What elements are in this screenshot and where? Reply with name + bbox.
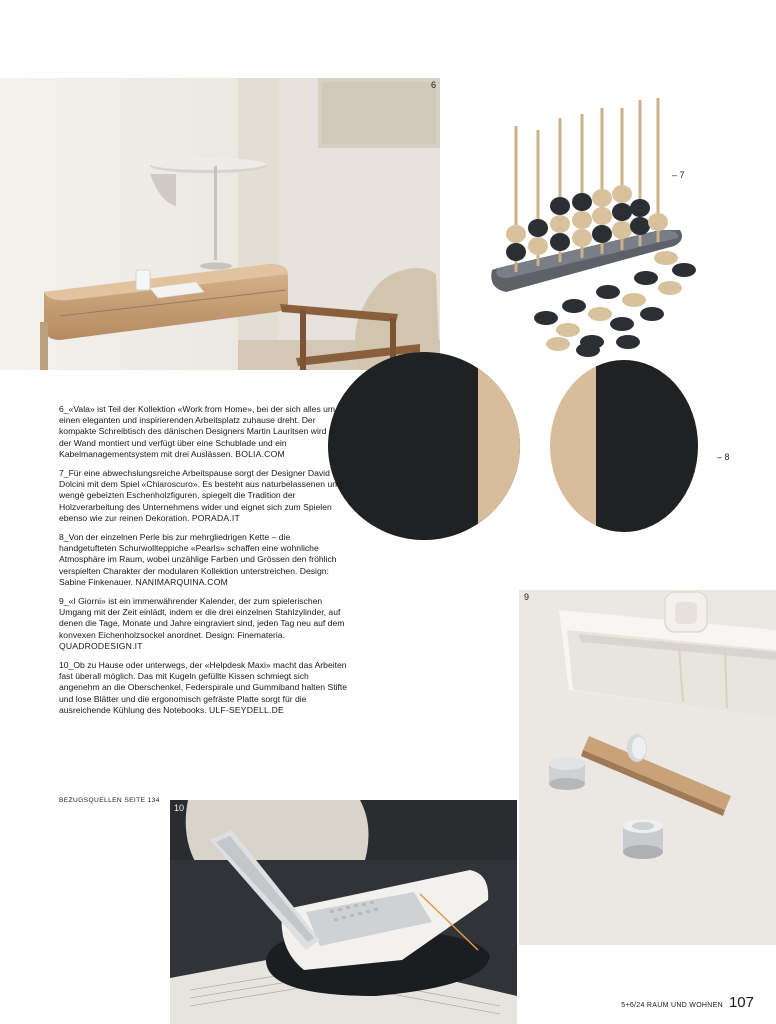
figure-number-7: – 7 (672, 170, 685, 180)
entry-number: 10_ (59, 660, 74, 671)
entry-source-link[interactable]: NANIMARQUINA.COM (135, 576, 228, 587)
photo-helpdesk-maxi (170, 800, 517, 1024)
photo-chiaroscuro-game (488, 92, 698, 362)
sources-note: BEZUGSQUELLEN SEITE 134 (59, 797, 160, 804)
photo-i-giorni-calendar (519, 590, 776, 945)
entry-number: 8_ (59, 532, 69, 543)
entry-number: 7_ (59, 468, 69, 479)
entry-text: «I Giorni» ist ein immerwährender Kalender, der zum spielerischen Umgang mit der Zeit einlädt, indem er die drei einzelnen Stahlzylinder, auf denen die Tage, Monate und Jahre eingraviert sind, jeden Tag neu auf dem konvexen Eichenholzsockel anordnet. Design: Finemateria. (59, 596, 345, 640)
entry-number: 9_ (59, 596, 69, 607)
entry-text: Ob zu Hause oder unterwegs, der «Helpdesk Maxi» macht das Arbeiten fast überall möglich. Das mit Kugeln gefüllte Kissen schmiegt sich angenehm an die Oberschenkel, Federspirale und Gummiband halten Stifte und lose Blätter und die ergonomisch gefräste Platte sorgt für die ausreichende Kühlung des Notebooks. (59, 660, 348, 715)
entry-text: Von der einzelnen Perle bis zur mehrgliedrigen Kette – die handgetufteten Schurwollteppiche «Pearls» schaffen eine wohnliche Atmosphäre im Raum, wobei unzählige Farben und Grössen den fröhlich verspielten Charakter der modularen Kollektion unterstreichen. Design: Sabine Finkenauer. (59, 532, 337, 587)
entry-8 (59, 532, 349, 588)
entry-source-link[interactable]: ULF-SEYDELL.DE (209, 704, 284, 715)
entry-source-link[interactable]: BOLIA.COM (235, 448, 285, 459)
entry-7 (59, 468, 349, 524)
entry-text: «Vala» ist Teil der Kollektion «Work from Home», bei der sich alles um einen eleganten und inspirierenden Arbeitsplatz zuhause dreht. Der kompakte Schreibtisch des dänischen Designers Martin Lauritsen wird an der Wand montiert und verfügt über eine Schublade und ein Kabelmanagementsystem mit drei Auslässen. (59, 404, 339, 459)
figure-number-8: – 8 (717, 452, 730, 462)
entry-number: 6_ (59, 404, 69, 414)
page-number: 107 (728, 994, 754, 1011)
article-text-column (59, 404, 349, 724)
entry-10 (59, 660, 349, 716)
pearls-rugs-illustration (326, 350, 720, 542)
page-footer (621, 994, 754, 1011)
entry-source-link[interactable]: QUADRODESIGN.IT (59, 640, 143, 651)
helpdesk-maxi-illustration (170, 800, 517, 1024)
figure-number-10: 10 (174, 803, 185, 813)
vala-desk-illustration (0, 78, 440, 370)
issue-label: 5+6/24 RAUM UND WOHNEN (621, 1002, 723, 1009)
chiaroscuro-illustration (488, 92, 698, 362)
photo-pearls-rugs (326, 350, 720, 542)
photo-vala-desk (0, 78, 440, 370)
entry-9 (59, 596, 349, 652)
i-giorni-illustration (519, 590, 776, 945)
figure-number-6: 6 (430, 80, 436, 90)
figure-number-9: 9 (524, 592, 530, 602)
entry-6 (59, 404, 349, 460)
entry-text: Für eine abwechslungsreiche Arbeitspause sorgt der Designer David Dolcini mit dem Spiel «Chiaroscuro». Es besteht aus naturbelassenen und wengé gebeizten Eschenholzfiguren, spiegelt die Tradition der Holzverarbeitung des Unternehmens wider und eignet sich zum Spielen ebenso wie zur reinen Dekoration. (59, 468, 342, 523)
entry-source-link[interactable]: PORADA.IT (191, 512, 240, 523)
